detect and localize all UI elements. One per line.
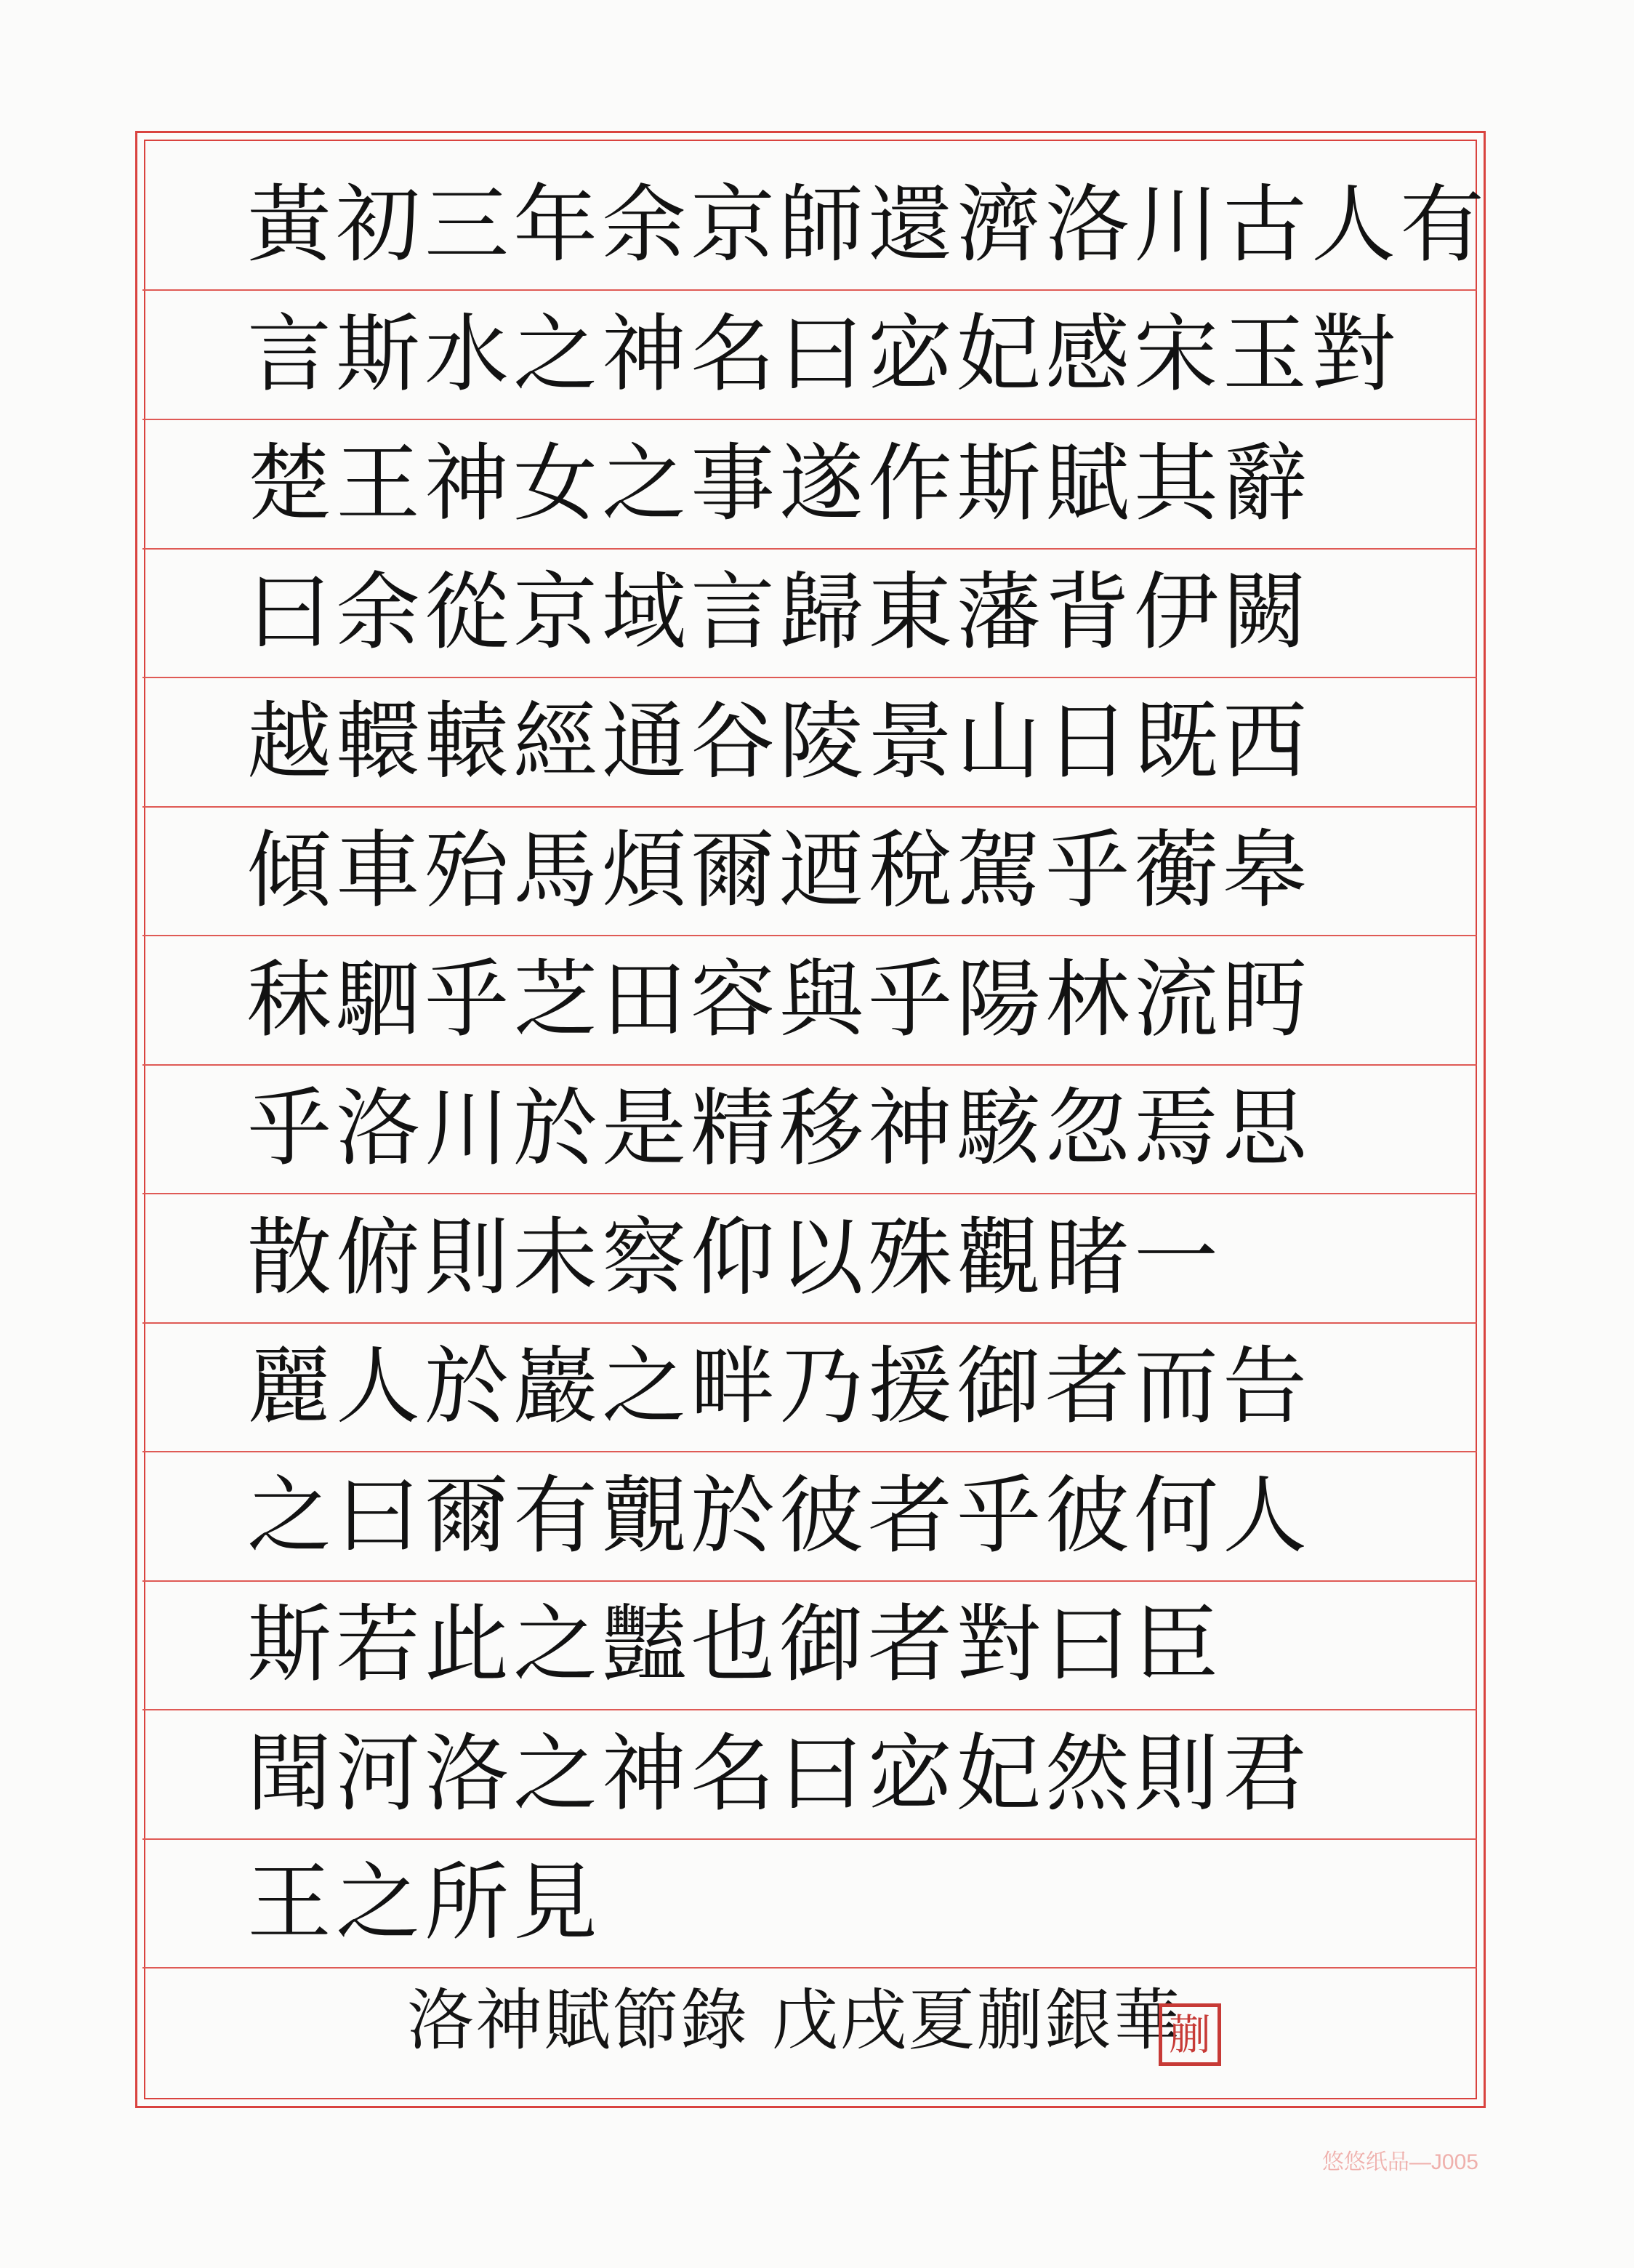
- signature-line: 洛神賦節錄 戊戌夏蒯銀華: [407, 1982, 1182, 2059]
- calligraphy-line-10: 麗人於巖之畔乃援御者而告: [247, 1338, 1311, 1436]
- calligraphy-line-14: 王之所見: [247, 1854, 602, 1952]
- ruled-line: [142, 1967, 1477, 1969]
- calligraphy-line-9: 散俯則未察仰以殊觀睹一: [247, 1209, 1223, 1307]
- calligraphy-line-4: 曰余從京域言歸東藩背伊闕: [247, 563, 1311, 662]
- calligraphy-line-3: 楚王神女之事遂作斯賦其辭: [247, 435, 1311, 533]
- paper-brand-label: 悠悠纸品—J005: [1321, 2150, 1478, 2174]
- calligraphy-line-6: 傾車殆馬煩爾迺稅駕乎蘅皋: [247, 821, 1311, 920]
- calligraphy-line-13: 聞河洛之神名曰宓妃然則君: [247, 1725, 1311, 1823]
- calligraphy-line-5: 越轘轅經通谷陵景山日既西: [247, 693, 1311, 791]
- calligraphy-line-12: 斯若此之豔也御者對曰臣: [247, 1596, 1223, 1694]
- seal-stamp: 蒯: [1159, 2003, 1221, 2066]
- calligraphy-line-8: 乎洛川於是精移神駭忽焉思: [247, 1079, 1311, 1178]
- calligraphy-line-1: 黃初三年余京師還濟洛川古人有: [247, 176, 1489, 274]
- calligraphy-line-7: 秣駟乎芝田容與乎陽林流眄: [247, 951, 1311, 1049]
- calligraphy-line-2: 言斯水之神名曰宓妃感宋玉對: [247, 305, 1400, 403]
- calligraphy-line-11: 之曰爾有覿於彼者乎彼何人: [247, 1467, 1311, 1565]
